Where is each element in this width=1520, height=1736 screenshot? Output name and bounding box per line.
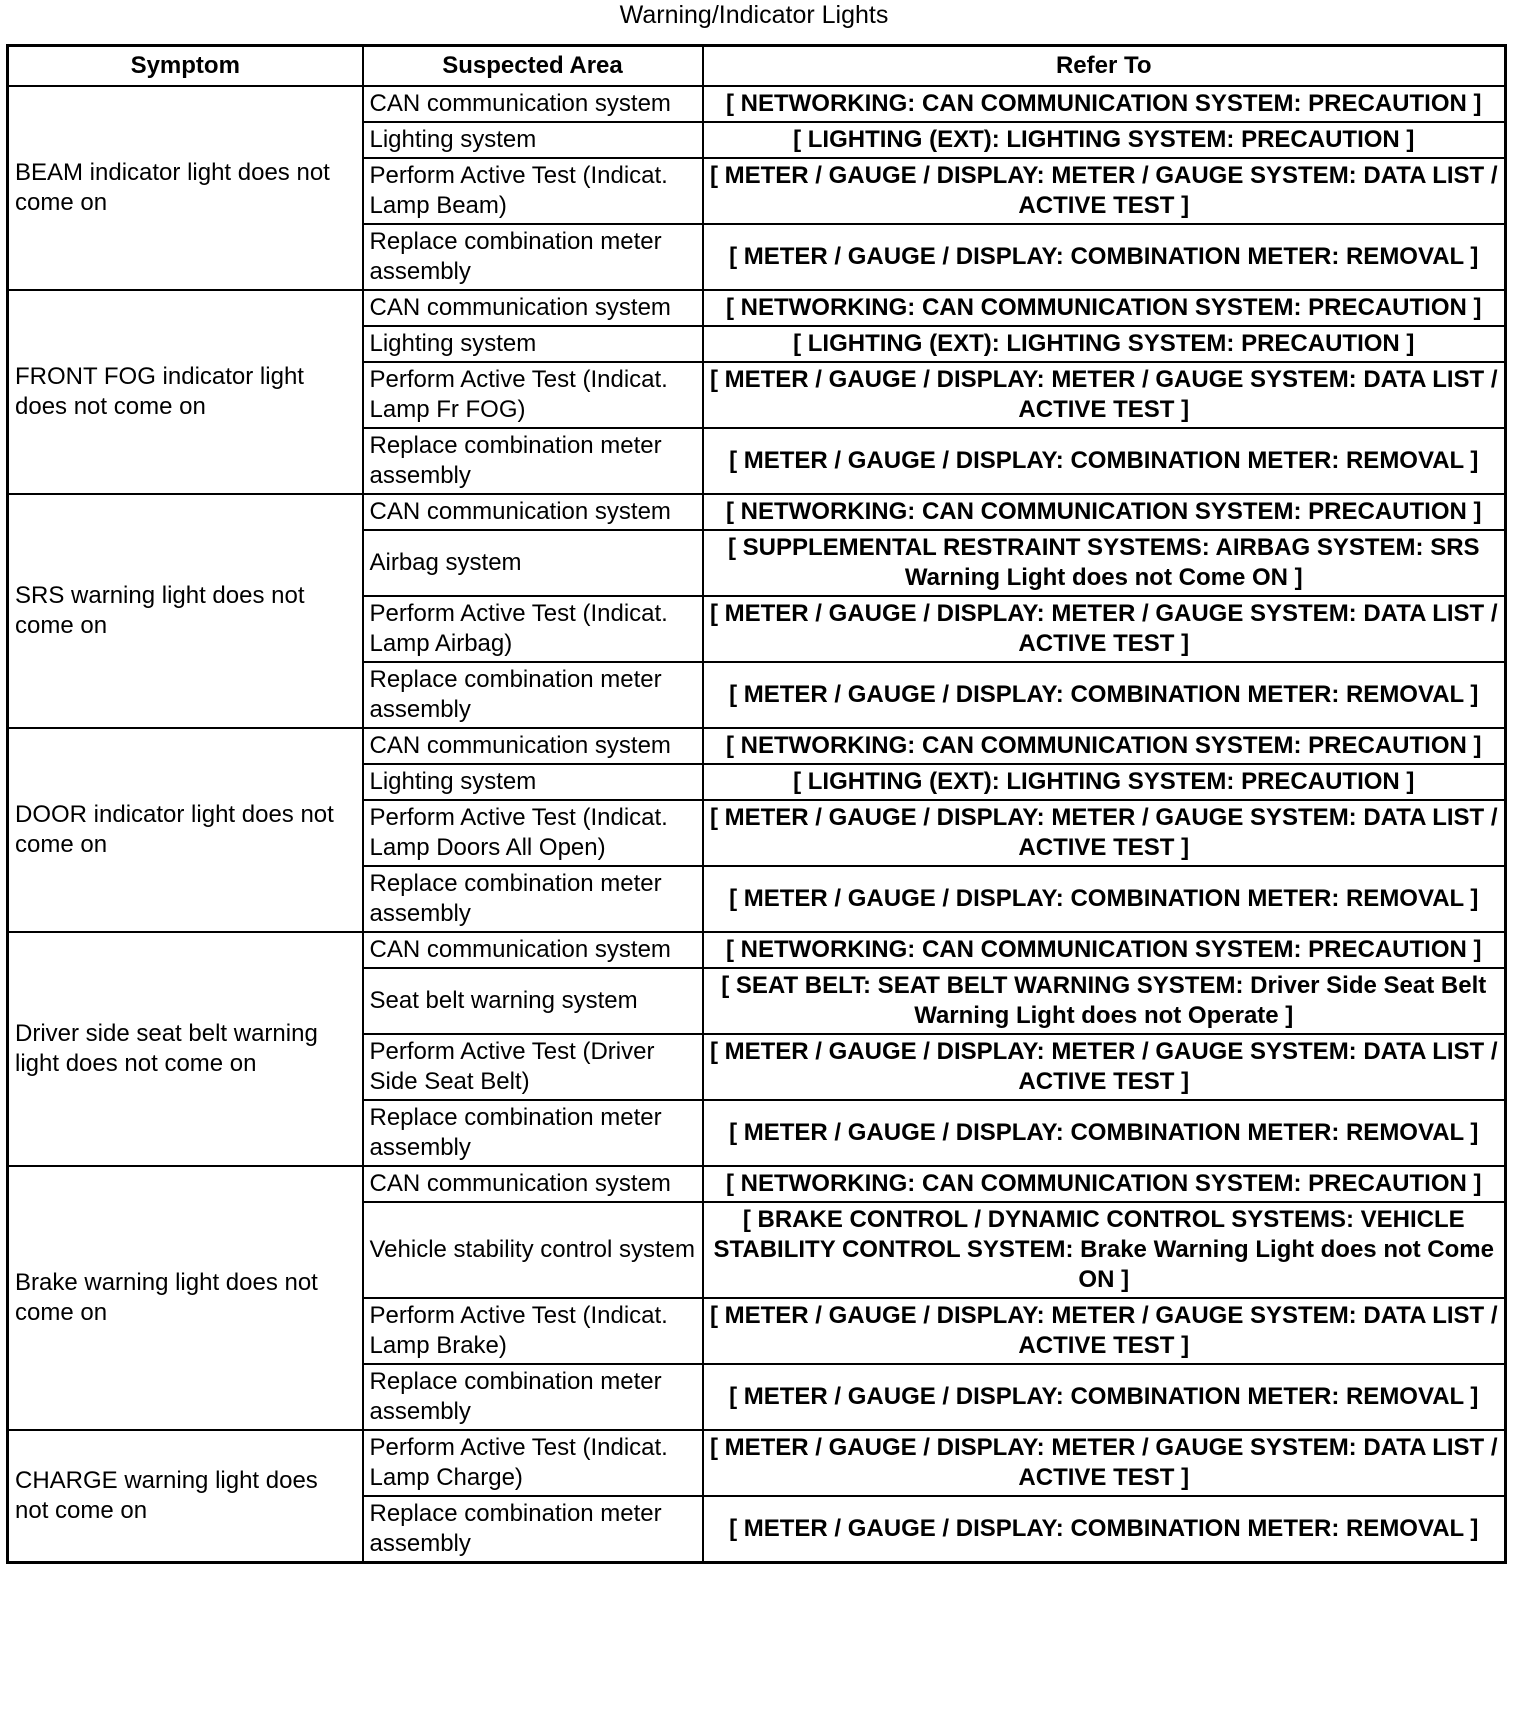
suspected-area-cell: Replace combination meter assembly xyxy=(363,1496,703,1563)
refer-to-link[interactable]: [ METER / GAUGE / DISPLAY: COMBINATION METER: REMOVAL ] xyxy=(703,1100,1506,1166)
refer-to-link[interactable]: [ METER / GAUGE / DISPLAY: COMBINATION METER: REMOVAL ] xyxy=(703,1364,1506,1430)
refer-to-link[interactable]: [ METER / GAUGE / DISPLAY: METER / GAUGE SYSTEM: DATA LIST / ACTIVE TEST ] xyxy=(703,1034,1506,1100)
suspected-area-cell: CAN communication system xyxy=(363,494,703,530)
table-header xyxy=(8,46,1506,87)
refer-to-link[interactable]: [ METER / GAUGE / DISPLAY: COMBINATION METER: REMOVAL ] xyxy=(703,224,1506,290)
refer-to-link[interactable]: [ METER / GAUGE / DISPLAY: METER / GAUGE SYSTEM: DATA LIST / ACTIVE TEST ] xyxy=(703,596,1506,662)
suspected-area-cell: Seat belt warning system xyxy=(363,968,703,1034)
refer-to-link[interactable]: [ METER / GAUGE / DISPLAY: METER / GAUGE SYSTEM: DATA LIST / ACTIVE TEST ] xyxy=(703,158,1506,224)
refer-to-link[interactable]: [ NETWORKING: CAN COMMUNICATION SYSTEM: PRECAUTION ] xyxy=(703,86,1506,122)
suspected-area-cell: Replace combination meter assembly xyxy=(363,1100,703,1166)
table-body xyxy=(8,86,1506,1563)
suspected-area-cell: CAN communication system xyxy=(363,932,703,968)
refer-to-link[interactable]: [ METER / GAUGE / DISPLAY: COMBINATION METER: REMOVAL ] xyxy=(703,428,1506,494)
header-symptom: Symptom xyxy=(8,46,363,87)
refer-to-link[interactable]: [ NETWORKING: CAN COMMUNICATION SYSTEM: PRECAUTION ] xyxy=(703,494,1506,530)
symptom-cell: BEAM indicator light does not come on xyxy=(8,86,363,290)
table-row xyxy=(8,932,1506,968)
refer-to-link[interactable]: [ BRAKE CONTROL / DYNAMIC CONTROL SYSTEMS: VEHICLE STABILITY CONTROL SYSTEM: Brake Warning Light does not Come ON ] xyxy=(703,1202,1506,1298)
suspected-area-cell: Lighting system xyxy=(363,326,703,362)
refer-to-link[interactable]: [ METER / GAUGE / DISPLAY: COMBINATION METER: REMOVAL ] xyxy=(703,662,1506,728)
suspected-area-cell: Perform Active Test (Indicat. Lamp Charge) xyxy=(363,1430,703,1496)
refer-to-link[interactable]: [ NETWORKING: CAN COMMUNICATION SYSTEM: PRECAUTION ] xyxy=(703,1166,1506,1202)
symptom-cell: DOOR indicator light does not come on xyxy=(8,728,363,932)
suspected-area-cell: Perform Active Test (Indicat. Lamp Doors All Open) xyxy=(363,800,703,866)
suspected-area-cell: Vehicle stability control system xyxy=(363,1202,703,1298)
refer-to-link[interactable]: [ LIGHTING (EXT): LIGHTING SYSTEM: PRECAUTION ] xyxy=(703,326,1506,362)
suspected-area-cell: Replace combination meter assembly xyxy=(363,224,703,290)
suspected-area-cell: Replace combination meter assembly xyxy=(363,1364,703,1430)
suspected-area-cell: CAN communication system xyxy=(363,728,703,764)
suspected-area-cell: Perform Active Test (Driver Side Seat Belt) xyxy=(363,1034,703,1100)
suspected-area-cell: Replace combination meter assembly xyxy=(363,866,703,932)
refer-to-link[interactable]: [ SEAT BELT: SEAT BELT WARNING SYSTEM: Driver Side Seat Belt Warning Light does not Operate ] xyxy=(703,968,1506,1034)
suspected-area-cell: Lighting system xyxy=(363,764,703,800)
warning-lights-table xyxy=(6,44,1507,1564)
suspected-area-cell: Replace combination meter assembly xyxy=(363,662,703,728)
symptom-cell: SRS warning light does not come on xyxy=(8,494,363,728)
refer-to-link[interactable]: [ METER / GAUGE / DISPLAY: METER / GAUGE SYSTEM: DATA LIST / ACTIVE TEST ] xyxy=(703,1430,1506,1496)
refer-to-link[interactable]: [ SUPPLEMENTAL RESTRAINT SYSTEMS: AIRBAG SYSTEM: SRS Warning Light does not Come ON ] xyxy=(703,530,1506,596)
symptom-cell: Driver side seat belt warning light does not come on xyxy=(8,932,363,1166)
refer-to-link[interactable]: [ METER / GAUGE / DISPLAY: METER / GAUGE SYSTEM: DATA LIST / ACTIVE TEST ] xyxy=(703,1298,1506,1364)
refer-to-link[interactable]: [ LIGHTING (EXT): LIGHTING SYSTEM: PRECAUTION ] xyxy=(703,764,1506,800)
suspected-area-cell: Airbag system xyxy=(363,530,703,596)
table-row xyxy=(8,494,1506,530)
refer-to-link[interactable]: [ METER / GAUGE / DISPLAY: COMBINATION METER: REMOVAL ] xyxy=(703,1496,1506,1563)
suspected-area-cell: CAN communication system xyxy=(363,290,703,326)
suspected-area-cell: Perform Active Test (Indicat. Lamp Beam) xyxy=(363,158,703,224)
table-row xyxy=(8,86,1506,122)
suspected-area-cell: Lighting system xyxy=(363,122,703,158)
refer-to-link[interactable]: [ LIGHTING (EXT): LIGHTING SYSTEM: PRECAUTION ] xyxy=(703,122,1506,158)
refer-to-link[interactable]: [ NETWORKING: CAN COMMUNICATION SYSTEM: PRECAUTION ] xyxy=(703,932,1506,968)
refer-to-link[interactable]: [ METER / GAUGE / DISPLAY: METER / GAUGE SYSTEM: DATA LIST / ACTIVE TEST ] xyxy=(703,800,1506,866)
header-suspected-area: Suspected Area xyxy=(363,46,703,87)
suspected-area-cell: Perform Active Test (Indicat. Lamp Fr FOG) xyxy=(363,362,703,428)
symptom-cell: CHARGE warning light does not come on xyxy=(8,1430,363,1563)
header-refer-to: Refer To xyxy=(703,46,1506,87)
header-row xyxy=(8,46,1506,87)
suspected-area-cell: CAN communication system xyxy=(363,1166,703,1202)
table-row xyxy=(8,290,1506,326)
table-row xyxy=(8,728,1506,764)
symptom-cell: FRONT FOG indicator light does not come on xyxy=(8,290,363,494)
refer-to-link[interactable]: [ METER / GAUGE / DISPLAY: COMBINATION METER: REMOVAL ] xyxy=(703,866,1506,932)
suspected-area-cell: Perform Active Test (Indicat. Lamp Brake) xyxy=(363,1298,703,1364)
symptom-cell: Brake warning light does not come on xyxy=(8,1166,363,1430)
suspected-area-cell: Perform Active Test (Indicat. Lamp Airbag) xyxy=(363,596,703,662)
refer-to-link[interactable]: [ NETWORKING: CAN COMMUNICATION SYSTEM: PRECAUTION ] xyxy=(703,728,1506,764)
table-caption: Warning/Indicator Lights xyxy=(619,1,889,29)
suspected-area-cell: CAN communication system xyxy=(363,86,703,122)
refer-to-link[interactable]: [ METER / GAUGE / DISPLAY: METER / GAUGE SYSTEM: DATA LIST / ACTIVE TEST ] xyxy=(703,362,1506,428)
suspected-area-cell: Replace combination meter assembly xyxy=(363,428,703,494)
refer-to-link[interactable]: [ NETWORKING: CAN COMMUNICATION SYSTEM: PRECAUTION ] xyxy=(703,290,1506,326)
table-row xyxy=(8,1166,1506,1202)
table-row xyxy=(8,1430,1506,1496)
